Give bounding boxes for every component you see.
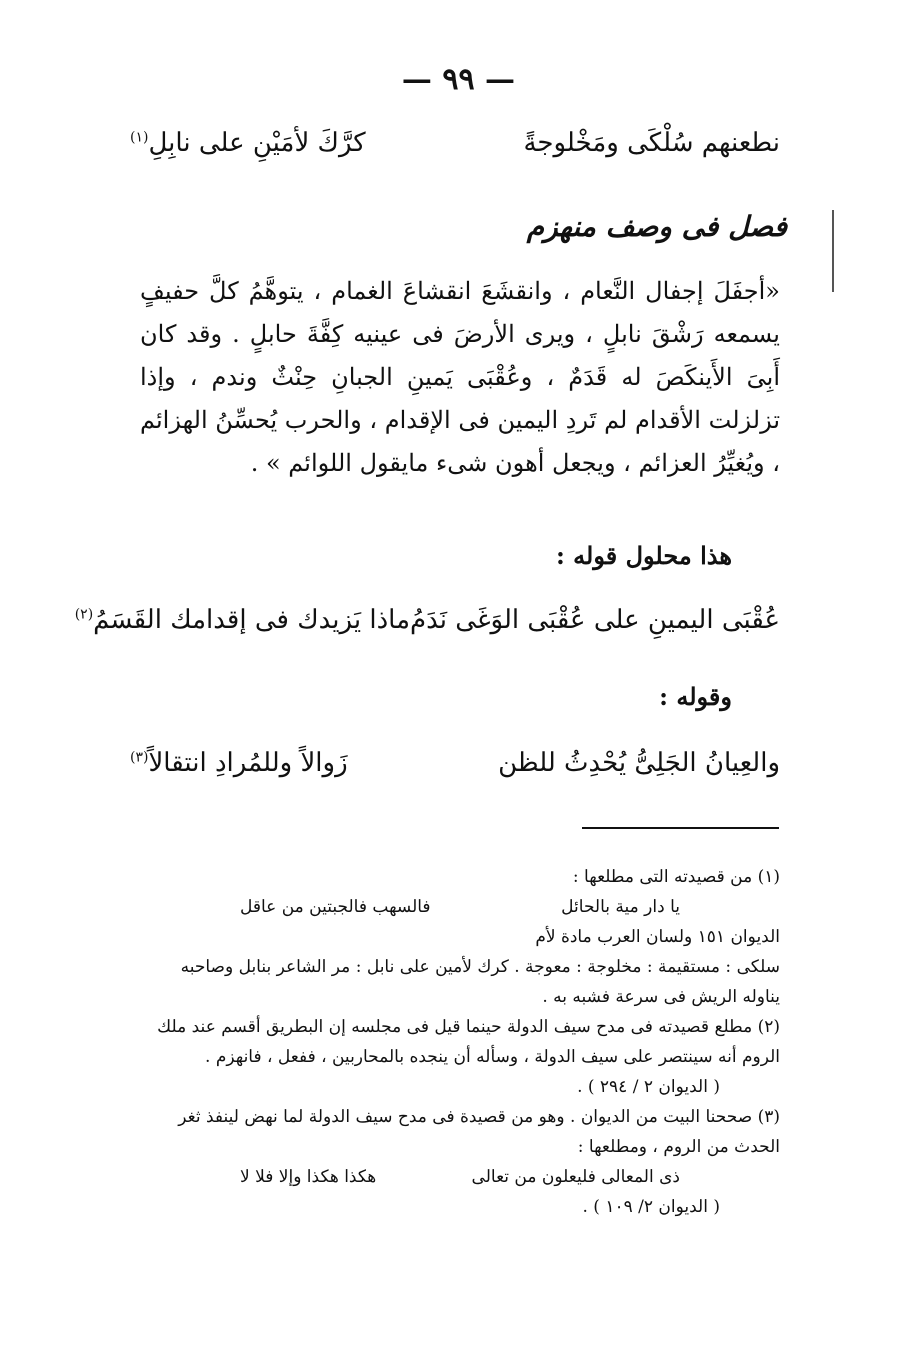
footnote-ref-2[interactable]: (٢) [74,606,94,623]
verse-1 [130,128,780,158]
footnote-3-ref: ( الديوان ٢/ ١٠٩ ) . [582,1197,720,1217]
section-heading: فصل فى وصف منهزم [526,210,787,243]
verse-2-first-hemistich: عُقْبَى اليمينِ على عُقْبَى الوَغَى نَدَمُ [410,605,780,635]
verse-2 [74,605,780,635]
footnote-separator [582,827,779,829]
verse-3-second-hemistich: زَوالاً وللمُرادِ انتقالاً$^{(٣)}$ [130,748,348,778]
verse-1-second-hemistich: كرَّكَ لأمَيْنِ على نابِلِ$^{(١)}$ [130,128,366,158]
footnote-1-gloss: سلكى : مستقيمة : مخلوجة : معوجة . كرك لأمين على نابل : مر الشاعر بنابل وصاحبه يناوله الريش فى سرعة فشبه به . [180,957,780,1007]
footnote-ref-3[interactable]: (٣) [130,749,149,766]
footnote-ref-1[interactable]: (١) [130,129,149,146]
margin-mark [832,210,834,292]
verse-1-first-hemistich: نطعنهم سُلْكَى ومَخْلوجةً [523,128,780,158]
footnote-1-verse: يا دار مية بالحائل فالسهب فالجبتين من عاقل [240,897,680,917]
verse-3 [130,748,780,778]
footnote-3-verse: ذى المعالى فليعلون من تعالى هكذا هكذا وإلا فلا لا [240,1167,680,1187]
label-wa-qawluhu: وقوله : [659,682,732,711]
label-hadha: هذا محلول قوله : [555,541,732,570]
footnotes [140,862,780,1222]
verse-3-first-hemistich: والعِيانُ الجَلِىُّ يُحْدِثُ للظن [498,748,780,778]
footnote-2-ref: ( الديوان ٢ / ٢٩٤ ) . [577,1077,720,1097]
footnote-3-text: (٣) صححنا البيت من الديوان . وهو من قصيدة فى مدح سيف الدولة لما نهض لينفذ ثغر الحدث من الروم ، ومطلعها : [178,1107,780,1157]
body-paragraph: «أجفَلَ إجفال النَّعام ، وانقشَعَ انقشاعَ الغمام ، يتوهَّمُ كلَّ حفيفٍ يسمعه رَشْقَ نابلٍ ، ويرى الأرضَ فى عينيه كِفَّةَ حابلٍ . وقد كان أَبِىَ الأَينكَصَ له قَدَمٌ ، وعُقْبَى يَمينِ الجبانِ حِنْثٌ وندم ، وإذا تزلزلت الأقدام لم تَردِ اليمين فى الإقدام ، والحرب يُحسِّنُ الهزائم ، ويُغيِّرُ العزائم ، ويجعل أهون شىء مايقول اللوائم » . [140,277,780,477]
footnote-1-title: (١) من قصيدته التى مطلعها : [572,867,780,887]
footnote-1-ref: الديوان ١٥١ ولسان العرب مادة لأم [535,927,780,947]
footnote-2-text: (٢) مطلع قصيدته فى مدح سيف الدولة حينما قيل فى مجلسه إن البطريق أقسم عند ملك الروم أنه سينتصر على سيف الدولة ، وسأله أن ينجده بالمحاربين ، ففعل ، فانهزم . [157,1017,780,1067]
verse-2-second-hemistich: ماذا يَزيدك فى إقدامك القَسَمُ$^{(٢)}$ [74,605,411,635]
page-number: — ٩٩ — [401,62,516,97]
